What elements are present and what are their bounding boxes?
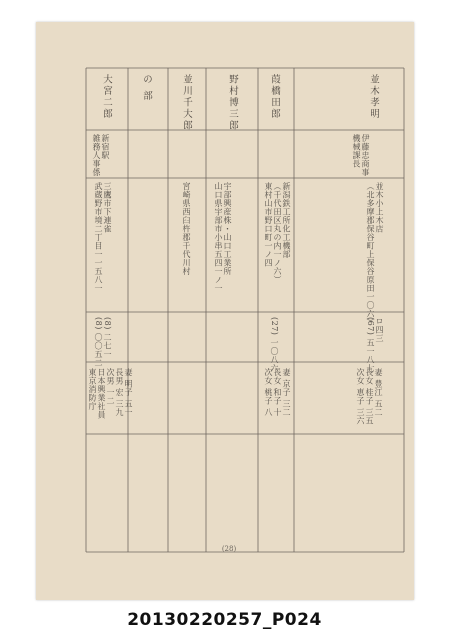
entry-3-address: 宇部興産株・山口工業所 山口県宇部市小串五四一ノ一 <box>214 182 232 293</box>
entry-2-address: 新潟鉄工所化工機部 （千代田区丸の内一ノ六） 東村山市野口町一ノ四 <box>264 182 291 284</box>
entry-5-name: 大宮二郎 <box>101 74 112 120</box>
entry-3-name: 野村博三郎 <box>227 74 238 132</box>
entry-5-family: 妻 明子 五一 長男 宏 三九 次男 一二 日本興業社員 東京消防庁 <box>88 368 133 419</box>
entry-1-name: 並木孝明 <box>368 74 379 120</box>
entry-5-address: 三鷹市下連雀 武蔵野市境二丁目一一五八一 <box>94 182 112 293</box>
entry-1-phone: ロ四三 (67) 五一八七 <box>366 317 384 373</box>
image-caption: 20130220257_P024 <box>127 610 322 630</box>
entry-4-address: 宮崎県西臼杵郡千代川村 <box>182 182 191 276</box>
entry-1-affiliation: 伊藤忠商事 機械課長 <box>352 134 370 177</box>
entry-5-affiliation: 新宿駅 雑務人事係 <box>92 134 110 177</box>
entry-5-phone: (8) 二七一 (8) 〇〇五二 <box>94 317 112 367</box>
entry-4-name: 並川千大郎 <box>181 74 192 132</box>
document-page <box>36 22 414 600</box>
entry-2-name: 葭橋田郎 <box>269 74 280 120</box>
section-marker: の 部 <box>141 74 152 103</box>
entry-2-family: 妻 京子 三二 長女 和子 十 次女 桃子 八 <box>264 368 291 417</box>
entry-1-family: 妻 豊江 五二 長女 桂子 三五 次女 恵子 三六 <box>356 368 383 426</box>
page-number: (28) <box>221 545 237 553</box>
entry-1-address: 並木小上木店 （北多摩郡保谷町上保谷原田一〇六） <box>366 182 384 327</box>
entry-2-phone: (27) 一〇八六 <box>270 317 279 373</box>
